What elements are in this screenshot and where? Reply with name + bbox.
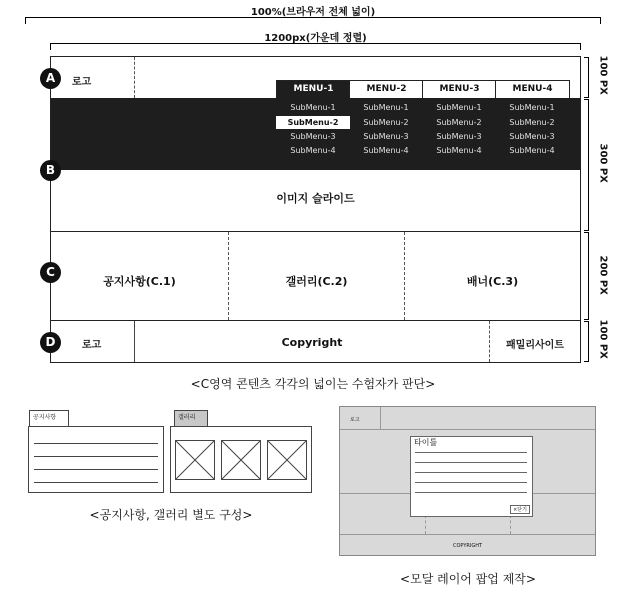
- menu-item-2[interactable]: MENU-2: [349, 80, 423, 99]
- footer-logo: 로고: [82, 340, 102, 351]
- divider-c-d: [51, 320, 580, 321]
- submenu-1-1[interactable]: SubMenu-1: [290, 103, 336, 112]
- footer-family-site[interactable]: 패밀리사이트: [506, 340, 564, 351]
- modal-line-5: [415, 492, 527, 493]
- gallery-thumbnails: [175, 440, 309, 482]
- menu-item-3[interactable]: MENU-3: [422, 80, 496, 99]
- modal-close-button[interactable]: ×닫기: [510, 505, 530, 514]
- full-width-bracket: [25, 17, 601, 24]
- modal-page-header-line: [340, 429, 595, 430]
- modal-page-logo-divider: [380, 407, 381, 429]
- modal-caption: <모달 레이어 팝업 제작>: [400, 572, 536, 586]
- submenu-2-4[interactable]: SubMenu-4: [363, 146, 409, 155]
- modal-page-logo: 로고: [350, 417, 360, 423]
- submenu-2-2[interactable]: SubMenu-2: [363, 118, 409, 127]
- gallery-column: 갤러리(C.2): [285, 275, 348, 288]
- menu-item-1[interactable]: MENU-1: [276, 80, 350, 99]
- badge-a: A: [40, 68, 61, 89]
- submenu-4-3[interactable]: SubMenu-3: [509, 132, 555, 141]
- brace-d: [584, 321, 589, 362]
- submenu-3-1[interactable]: SubMenu-1: [436, 103, 482, 112]
- main-caption: <C영역 콘텐츠 각각의 넓이는 수험자가 판단>: [190, 377, 436, 391]
- modal-line-3: [415, 472, 527, 473]
- submenu-1-4[interactable]: SubMenu-4: [290, 146, 336, 155]
- height-label-a: 100 PX: [597, 55, 609, 95]
- submenu-3-4[interactable]: SubMenu-4: [436, 146, 482, 155]
- submenu-4-1[interactable]: SubMenu-1: [509, 103, 555, 112]
- modal-title: 타이틀: [414, 438, 438, 447]
- menu-item-4[interactable]: MENU-4: [495, 80, 570, 99]
- image-slide-label: 이미지 슬라이드: [276, 192, 355, 205]
- tabs-caption: <공지사항, 갤러리 별도 구성>: [89, 508, 253, 522]
- content-width-label: 1200px(가운데 정렬): [264, 33, 367, 44]
- notice-line-2: [34, 456, 158, 457]
- divider-b-c: [51, 231, 580, 232]
- modal-line-1: [415, 452, 527, 453]
- gallery-tab[interactable]: 갤러리: [174, 410, 208, 427]
- submenu-3-3[interactable]: SubMenu-3: [436, 132, 482, 141]
- height-label-d: 100 PX: [597, 319, 609, 359]
- banner-column: 배너(C.3): [466, 275, 519, 288]
- full-width-label: 100%(브라우저 전체 넓이): [250, 7, 376, 18]
- footer-copyright: Copyright: [281, 336, 343, 349]
- notice-line-1: [34, 443, 158, 444]
- modal-page-footer-line: [340, 534, 595, 535]
- content-width-bracket: [50, 43, 581, 50]
- submenu-2-1[interactable]: SubMenu-1: [363, 103, 409, 112]
- submenu-4-2[interactable]: SubMenu-2: [509, 118, 555, 127]
- notice-column: 공지사항(C.1): [103, 275, 176, 288]
- submenu-4-4[interactable]: SubMenu-4: [509, 146, 555, 155]
- submenu-1-2[interactable]: SubMenu-2: [276, 116, 350, 129]
- submenu-1-3[interactable]: SubMenu-3: [290, 132, 336, 141]
- brace-a: [584, 57, 589, 98]
- modal-page-footer: COPYRIGHT: [452, 543, 483, 549]
- height-label-c: 200 PX: [597, 255, 609, 295]
- notice-tab[interactable]: 공지사항: [29, 410, 69, 427]
- badge-d: D: [40, 332, 61, 353]
- brace-c: [584, 232, 589, 320]
- brace-b: [584, 99, 589, 231]
- submenu-2-3[interactable]: SubMenu-3: [363, 132, 409, 141]
- badge-c: C: [40, 262, 61, 283]
- modal-line-2: [415, 462, 527, 463]
- height-label-b: 300 PX: [597, 143, 609, 183]
- submenu-3-2[interactable]: SubMenu-2: [436, 118, 482, 127]
- header-logo-divider: [134, 57, 135, 98]
- header-logo: 로고: [72, 77, 92, 88]
- badge-b: B: [40, 160, 61, 181]
- modal-line-4: [415, 482, 527, 483]
- notice-line-3: [34, 469, 158, 470]
- notice-line-4: [34, 482, 158, 483]
